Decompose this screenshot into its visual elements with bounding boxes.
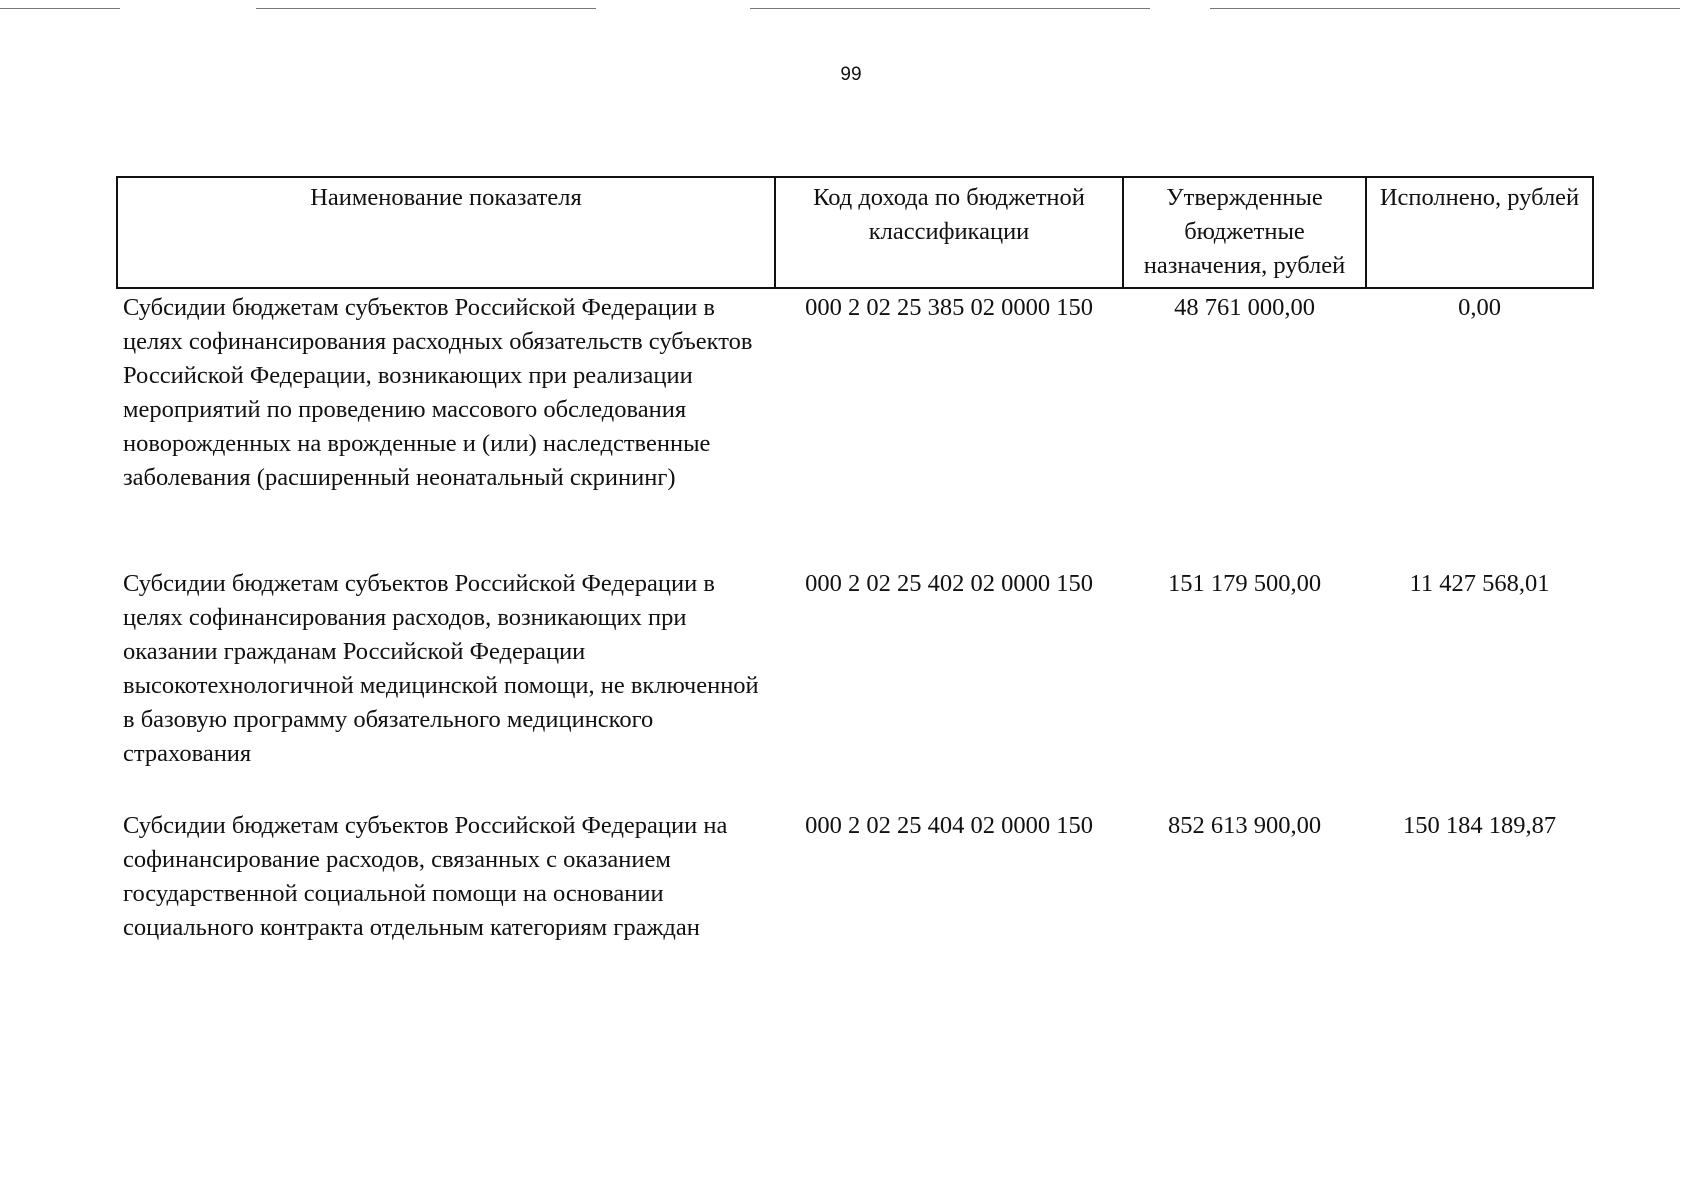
row-approved: 48 761 000,00	[1174, 294, 1315, 321]
row-code: 000 2 02 25 404 02 0000 150	[805, 812, 1093, 839]
header-executed: Исполнено, рублей	[1366, 177, 1593, 288]
row-code: 000 2 02 25 385 02 0000 150	[805, 294, 1093, 321]
header-code: Код дохода по бюджетной классификации	[775, 177, 1123, 288]
row-executed: 0,00	[1458, 294, 1501, 321]
row-name: Субсидии бюджетам субъектов Российской Федерации на софинансирование расходов, связанных с оказанием государственной социальной помощи на основании социального контракта отдельным категориям граждан	[123, 812, 728, 941]
header-approved: Утвержденные бюджетные назначения, рублей	[1123, 177, 1366, 288]
row-name: Субсидии бюджетам субъектов Российской Федерации в целях софинансирования расходов, возникающих при оказании гражданам Российской Федерации высокотехнологичной медицинской помощи, не включенной в базовую программу обязательного медицинского страхования	[123, 570, 759, 767]
scan-edge-line	[750, 8, 1150, 9]
scan-edge-line	[1210, 8, 1680, 9]
header-row	[117, 177, 1593, 288]
table-row	[117, 567, 1593, 809]
table-header	[117, 177, 1593, 288]
table-row	[117, 809, 1593, 949]
row-executed: 11 427 568,01	[1409, 570, 1550, 597]
row-name: Субсидии бюджетам субъектов Российской Федерации в целях софинансирования расходных обязательств субъектов Российской Федерации, возникающих при реализации мероприятий по проведению массового обследования новорожденных на врожденные и (или) наследственные заболевания (расширенный неонатальный скрининг)	[123, 294, 753, 491]
budget-table	[116, 176, 1594, 949]
table-row	[117, 288, 1593, 567]
row-code: 000 2 02 25 402 02 0000 150	[805, 570, 1093, 597]
header-name: Наименование показателя	[117, 177, 775, 288]
row-approved: 151 179 500,00	[1167, 570, 1322, 597]
row-executed: 150 184 189,87	[1402, 812, 1557, 839]
scan-edge-line	[0, 8, 120, 9]
row-approved: 852 613 900,00	[1167, 812, 1322, 839]
table-body	[117, 288, 1593, 949]
page-number: 99	[840, 64, 862, 85]
scan-edge-line	[256, 8, 596, 9]
